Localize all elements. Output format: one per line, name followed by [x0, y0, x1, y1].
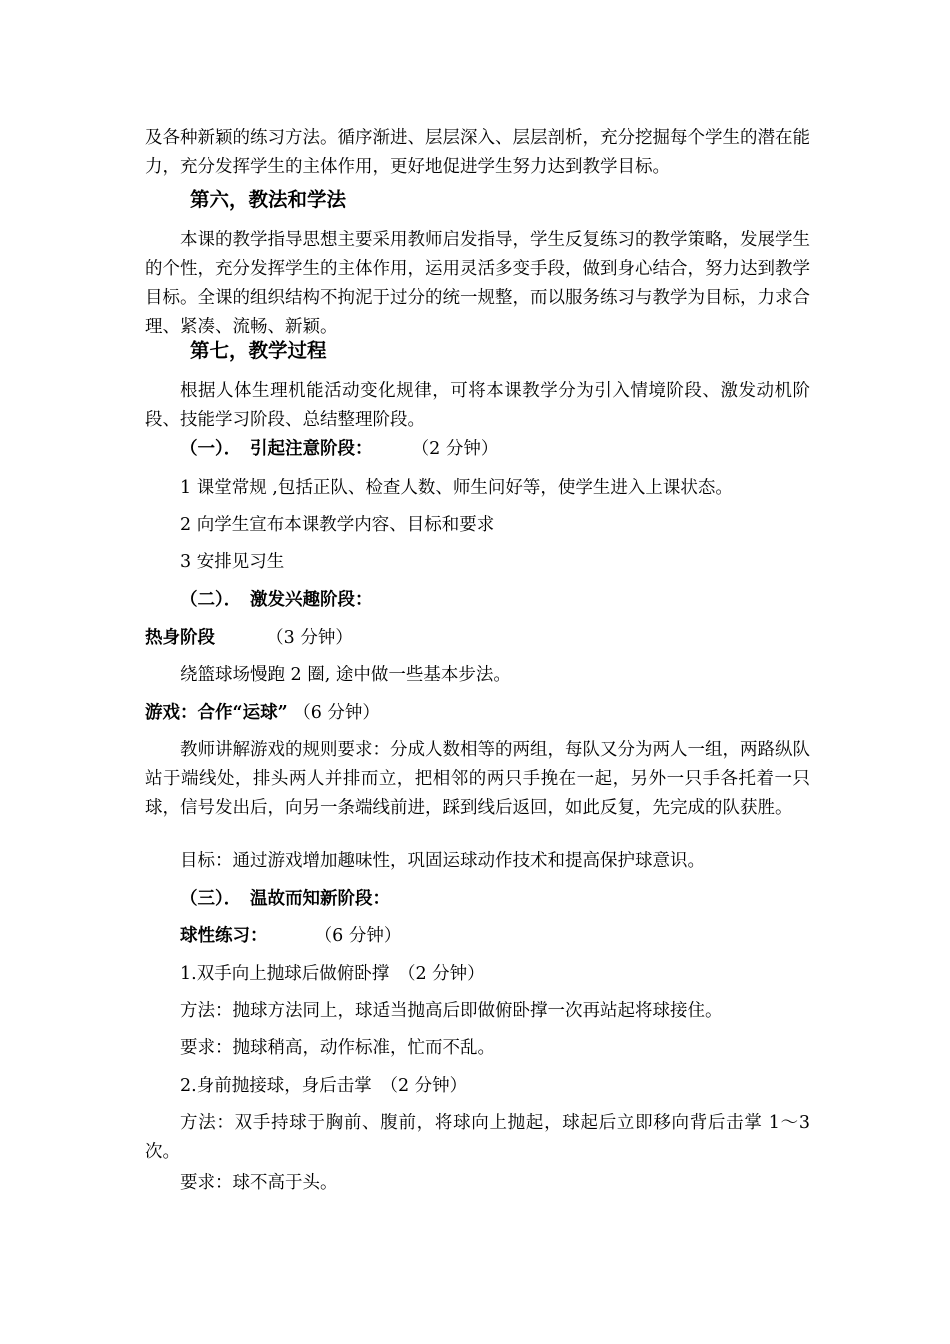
stage-1-item-1: 1 课堂常规 ,包括正队、检查人数、师生问好等，使学生进入上课状态。	[180, 478, 733, 498]
game-heading	[145, 699, 810, 728]
section-heading-7: 第七，教学过程	[190, 339, 327, 362]
exercise-2-method: 方法：双手持球于胸前、腹前，将球向上抛起，球起后立即移向背后击掌 1～3 次。	[145, 1113, 810, 1162]
stage-1-item-3: 3 安排见习生	[180, 552, 285, 572]
stage-1-title: （一）． 引起注意阶段：	[180, 439, 373, 459]
exercise-2-title: 2.身前抛接球，身后击掌 （2 分钟）	[180, 1076, 468, 1096]
stage-1-item-2: 2 向学生宣布本课教学内容、目标和要求	[180, 515, 495, 535]
ball-practice-time: （6 分钟）	[314, 926, 402, 946]
stage-3-title: （三）． 温故而知新阶段：	[180, 889, 390, 909]
warmup-text: 绕篮球场慢跑 2 圈, 途中做一些基本步法。	[180, 665, 511, 685]
game-rules-text: 教师讲解游戏的规则要求：分成人数相等的两组，每队又分为两人一组，两路纵队站于端线处，排头两人并排而立，把相邻的两只手挽在一起，另外一只手各托着一只球，信号发出后，向另一条端线前进，踩到线后返回，如此反复，先完成的队获胜。	[145, 740, 810, 818]
paragraph-intro-continued: 及各种新颖的练习方法。循序渐进、层层深入、层层剖析，充分挖掘每个学生的潜在能力，充分发挥学生的主体作用，更好地促进学生努力达到教学目标。	[145, 128, 810, 177]
stage-1-time: （2 分钟）	[411, 439, 499, 459]
exercise-1-title: 1.双手向上抛球后做俯卧撑 （2 分钟）	[180, 964, 485, 984]
section-heading-6: 第六，教法和学法	[190, 188, 347, 211]
exercise-1-requirement: 要求：抛球稍高，动作标准，忙而不乱。	[180, 1038, 495, 1058]
warmup-label: 热身阶段	[145, 628, 215, 648]
game-label: 游戏：合作“运球”	[145, 703, 288, 723]
warmup-heading	[145, 624, 810, 653]
stage-1-heading	[180, 435, 810, 464]
stage-2-title: （二）． 激发兴趣阶段：	[180, 590, 373, 610]
warmup-time: （3 分钟）	[266, 628, 353, 648]
ball-practice-heading	[180, 922, 810, 951]
paragraph-teaching-process: 根据人体生理机能活动变化规律，可将本课教学分为引入情境阶段、激发动机阶段、技能学习阶段、总结整理阶段。	[145, 381, 810, 430]
exercise-2-requirement: 要求：球不高于头。	[180, 1173, 338, 1193]
exercise-1-method: 方法：抛球方法同上，球适当抛高后即做俯卧撑一次再站起将球接住。	[180, 1001, 723, 1021]
ball-practice-label: 球性练习：	[180, 926, 268, 946]
game-time: （6 分钟）	[293, 703, 380, 723]
paragraph-teaching-methods: 本课的教学指导思想主要采用教师启发指导，学生反复练习的教学策略，发展学生的个性，充分发挥学生的主体作用，运用灵活多变手段，做到身心结合，努力达到教学目标。全课的组织结构不拘泥于过分的统一规整，而以服务练习与教学为目标，力求合理、紧凑、流畅、新颖。	[145, 230, 810, 337]
game-goal-text: 目标：通过游戏增加趣味性，巩固运球动作技术和提高保护球意识。	[180, 851, 705, 871]
